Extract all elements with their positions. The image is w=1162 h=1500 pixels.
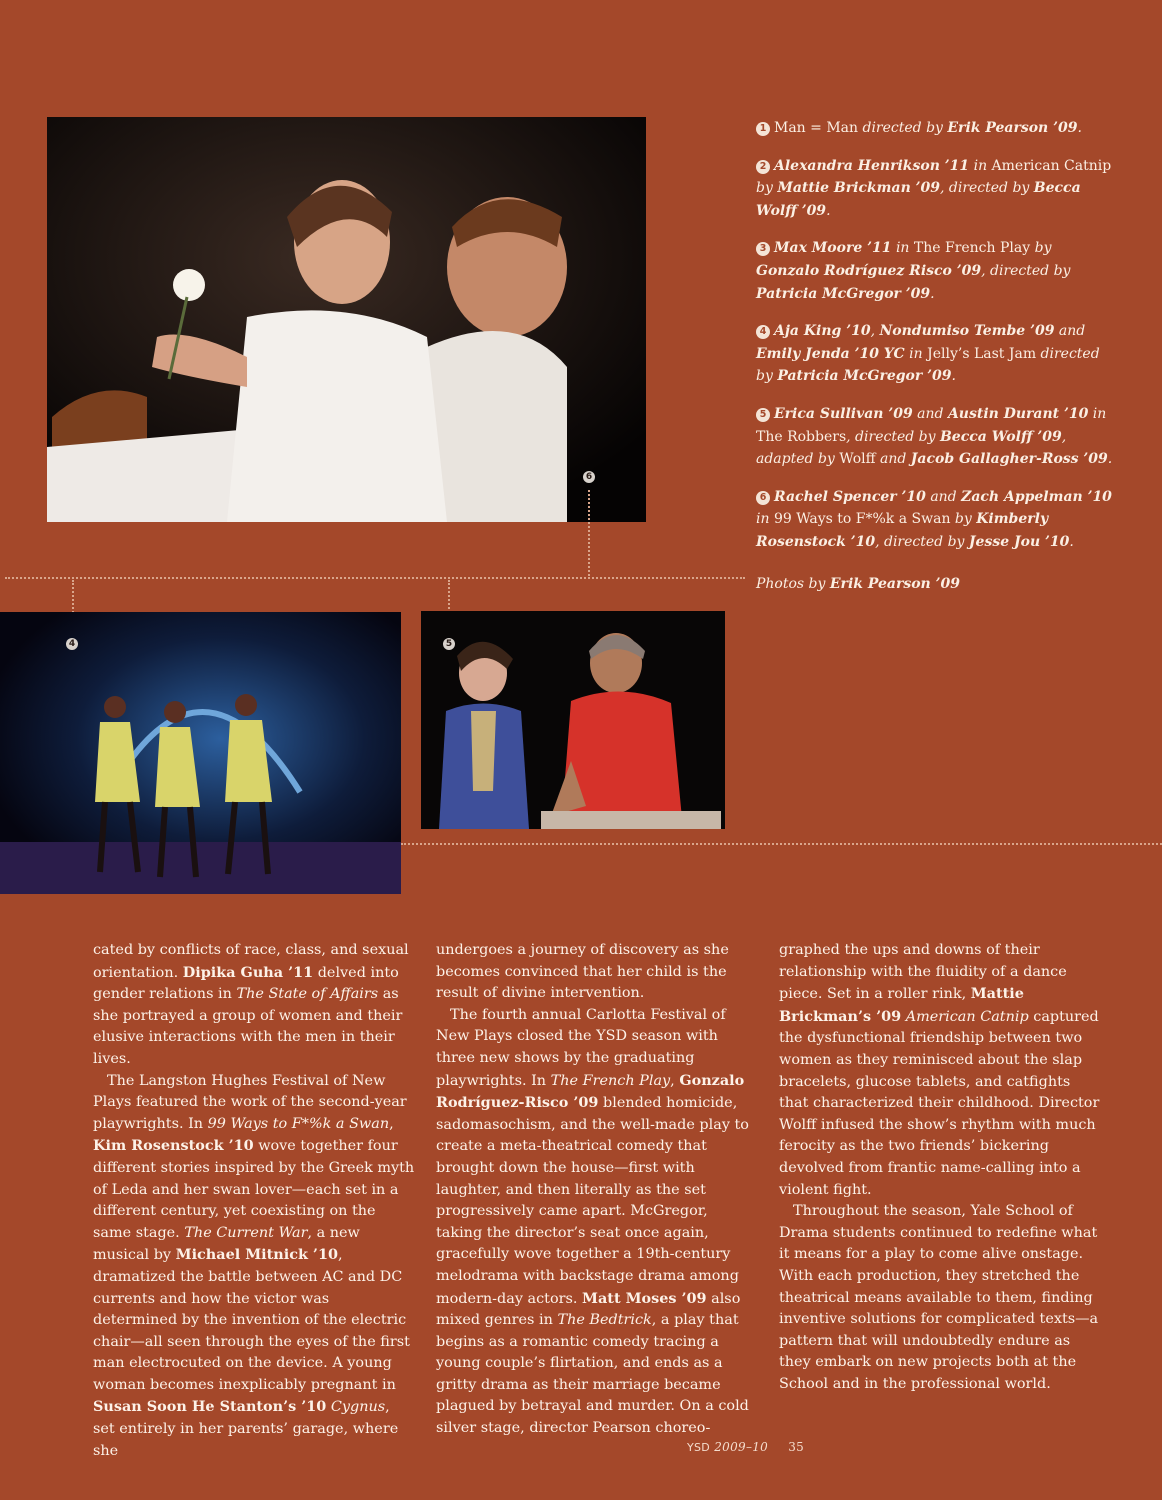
article-paragraph: The Langston Hughes Festival of New Plays featured the work of the second-year playwrights. In 99 Ways to F*%k a Swan, Kim Rosenstock ’10 wove together four different stories inspired by the Greek myth of Leda and her swan lover—each set in a different century, yet coexisting on the same stage. The Current War, a new musical by Michael Mitnick ’10, dramatized the battle between AC and DC currents and how the victor was determined by the invention of the electric chair—all seen through the eyes of the first man electrocuted on the device. A young woman becomes inexplicably pregnant in Susan Soon He Stanton’s ’10 Cygnus, set entirely in her parents’ garage, where she (93, 1072, 415, 1459)
article-paragraph: undergoes a journey of discovery as she becomes convinced that her child is the result of divine intervention. (436, 942, 729, 1002)
photo-marker-6: 6 (583, 471, 595, 483)
caption-5 (756, 403, 1116, 471)
article-paragraph: Throughout the season, Yale School of Drama students continued to redefine what it means for a play to come alive onstage. With each production, they stretched the theatrical means available to them, finding inventive solutions for complicated texts—a pattern that will undoubtedly endure as they embark on new projects both at the School and in the professional world. (779, 1203, 1099, 1392)
page-footer (687, 1440, 804, 1454)
footer-year: 2009–10 (714, 1440, 769, 1454)
caption-3 (756, 237, 1116, 305)
caption-number: 5 (756, 408, 770, 422)
photo-jellys-last-jam-image (0, 612, 401, 894)
connector-line-bottom (401, 843, 1162, 845)
article-paragraph: cated by conflicts of race, class, and sexual orientation. Dipika Guha ’11 delved into gender relations in The State of Affairs as she portrayed a group of women and their elusive interactions with the men in their lives. (93, 942, 409, 1067)
photo-the-robbers-image (421, 611, 725, 829)
caption-text: Man = Man directed by Erik Pearson ’09. (774, 120, 1082, 136)
caption-2 (756, 155, 1116, 223)
caption-text: Alexandra Henrikson ’11 in American Catnip by Mattie Brickman ’09, directed by Becca Wolff ’09. (756, 157, 1112, 219)
article-column-3 (779, 940, 1101, 1395)
photo-the-robbers (421, 611, 725, 829)
caption-6 (756, 486, 1116, 554)
caption-1 (756, 117, 1116, 140)
photo-swan-scene-image (47, 117, 646, 522)
connector-line-6 (588, 490, 590, 576)
caption-text: Erica Sullivan ’09 and Austin Durant ’10 in The Robbers, directed by Becca Wolff ’09, adapted by Wolff and Jacob Gallagher-Ross ’09. (756, 405, 1113, 468)
caption-number: 3 (756, 242, 770, 256)
caption-text: Aja King ’10, Nondumiso Tembe ’09 and Emily Jenda ’10 YC in Jelly’s Last Jam directed by Patricia McGregor ’09. (756, 323, 1100, 385)
caption-number: 2 (756, 160, 770, 174)
article-paragraph: The fourth annual Carlotta Festival of New Plays closed the YSD season with three new shows by the graduating playwrights. In The French Play, Gonzalo Rodríguez-Risco ’09 blended homicide, sadomasochism, and the well-made play to create a meta-theatrical comedy that brought down the house—first with laughter, and then literally as the set progressively came apart. McGregor, taking the director’s seat once again, gracefully wove together a 19th-century melodrama with backstage drama among modern-day actors. Matt Moses ’09 also mixed genres in The Bedtrick, a play that begins as a romantic comedy tracing a young couple’s flirtation, and ends as a gritty drama as their marriage became plagued by betrayal and murder. On a cold silver stage, director Pearson choreo- (436, 1006, 749, 1437)
page-number: 35 (788, 1440, 805, 1454)
caption-number: 4 (756, 325, 770, 339)
footer-publication: YSD (687, 1441, 711, 1454)
connector-line-horizontal (5, 577, 745, 579)
caption-text: Max Moore ’11 in The French Play by Gonzalo Rodríguez Risco ’09, directed by Patricia McGregor ’09. (756, 240, 1071, 302)
caption-text: Rachel Spencer ’10 and Zach Appelman ’10 in 99 Ways to F*%k a Swan by Kimberly Rosenstock ’10, directed by Jesse Jou ’10. (756, 488, 1112, 550)
photo-swan-scene (47, 117, 646, 522)
photo-credit: Photos by Erik Pearson ’09 (756, 575, 960, 592)
photo-jellys-last-jam (0, 612, 401, 894)
photo-marker-4: 4 (66, 638, 78, 650)
article-column-1 (93, 940, 415, 1462)
article-column-2 (436, 940, 758, 1440)
caption-4 (756, 320, 1116, 388)
caption-number: 1 (756, 122, 770, 136)
photo-captions (756, 117, 1116, 595)
photo-marker-5: 5 (443, 638, 455, 650)
caption-number: 6 (756, 491, 770, 505)
article-paragraph: graphed the ups and downs of their relationship with the fluidity of a dance piece. Set in a roller rink, Mattie Brickman’s ’09 American Catnip captured the dysfunctional friendship between two women as they reminisced about the slap bracelets, glucose tablets, and catfights that characterized their childhood. Director Wolff infused the show’s rhythm with much ferocity as the two friends’ bickering devolved from frantic name-calling into a violent fight. (779, 942, 1100, 1198)
